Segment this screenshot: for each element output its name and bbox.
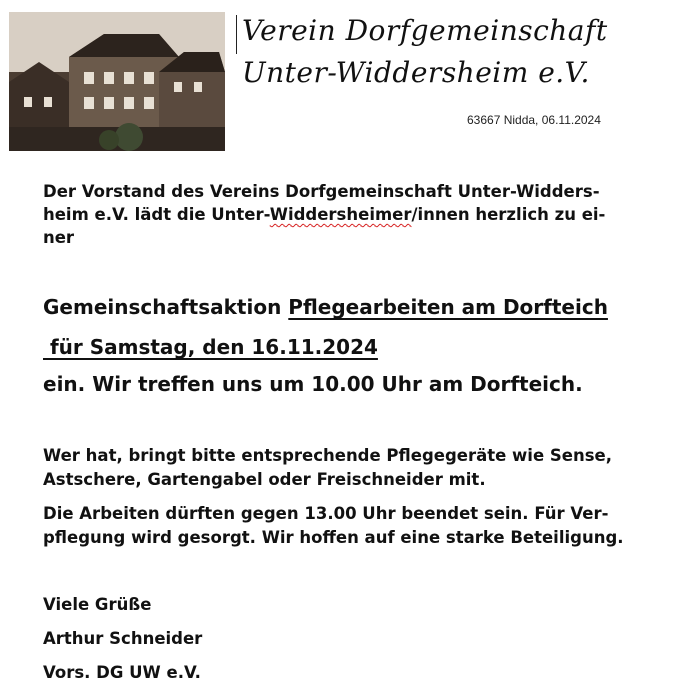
event-meeting: ein. Wir treffen uns um 10.00 Uhr am Dorfteich. — [43, 372, 583, 396]
intro-paragraph — [43, 180, 605, 249]
intro-line2 — [43, 203, 605, 226]
tools-line1: Wer hat, bringt bitte entsprechende Pflegegeräte wie Sense, — [43, 446, 612, 465]
event-date-text: für Samstag, den 16.11.2024 — [43, 335, 378, 359]
tools-line2: Astschere, Gartengabel oder Freischneider mit. — [43, 470, 486, 489]
closing-greeting: Viele Grüße — [43, 595, 152, 614]
event-label: Gemeinschaftsaktion — [43, 295, 289, 319]
village-house-photo — [9, 12, 225, 151]
intro-line2-start: heim e.V. lädt die Unter- — [43, 205, 270, 224]
tools-paragraph — [43, 444, 612, 492]
intro-line2-end: /innen herzlich zu ei- — [411, 205, 606, 224]
event-title — [43, 295, 608, 319]
spellcheck-flagged-word: Widdersheimer — [269, 205, 412, 224]
work-paragraph — [43, 502, 624, 550]
club-name-line1: Verein Dorfgemeinschaft — [242, 14, 608, 47]
club-name-line2: Unter-Widdersheim e.V. — [242, 56, 590, 89]
event-date — [43, 335, 378, 359]
place-date: 63667 Nidda, 06.11.2024 — [467, 113, 601, 127]
signer-name: Arthur Schneider — [43, 629, 203, 648]
event-activity: Pflegearbeiten am Dorfteich — [288, 295, 608, 319]
header-divider — [236, 15, 237, 54]
signer-role: Vors. DG UW e.V. — [43, 663, 201, 682]
intro-line3: ner — [43, 228, 75, 247]
work-line2: pflegung wird gesorgt. Wir hoffen auf eine starke Beteiligung. — [43, 528, 624, 547]
intro-line1: Der Vorstand des Vereins Dorfgemeinschaft Unter-Widders- — [43, 182, 600, 201]
work-line1: Die Arbeiten dürften gegen 13.00 Uhr beendet sein. Für Ver- — [43, 504, 609, 523]
